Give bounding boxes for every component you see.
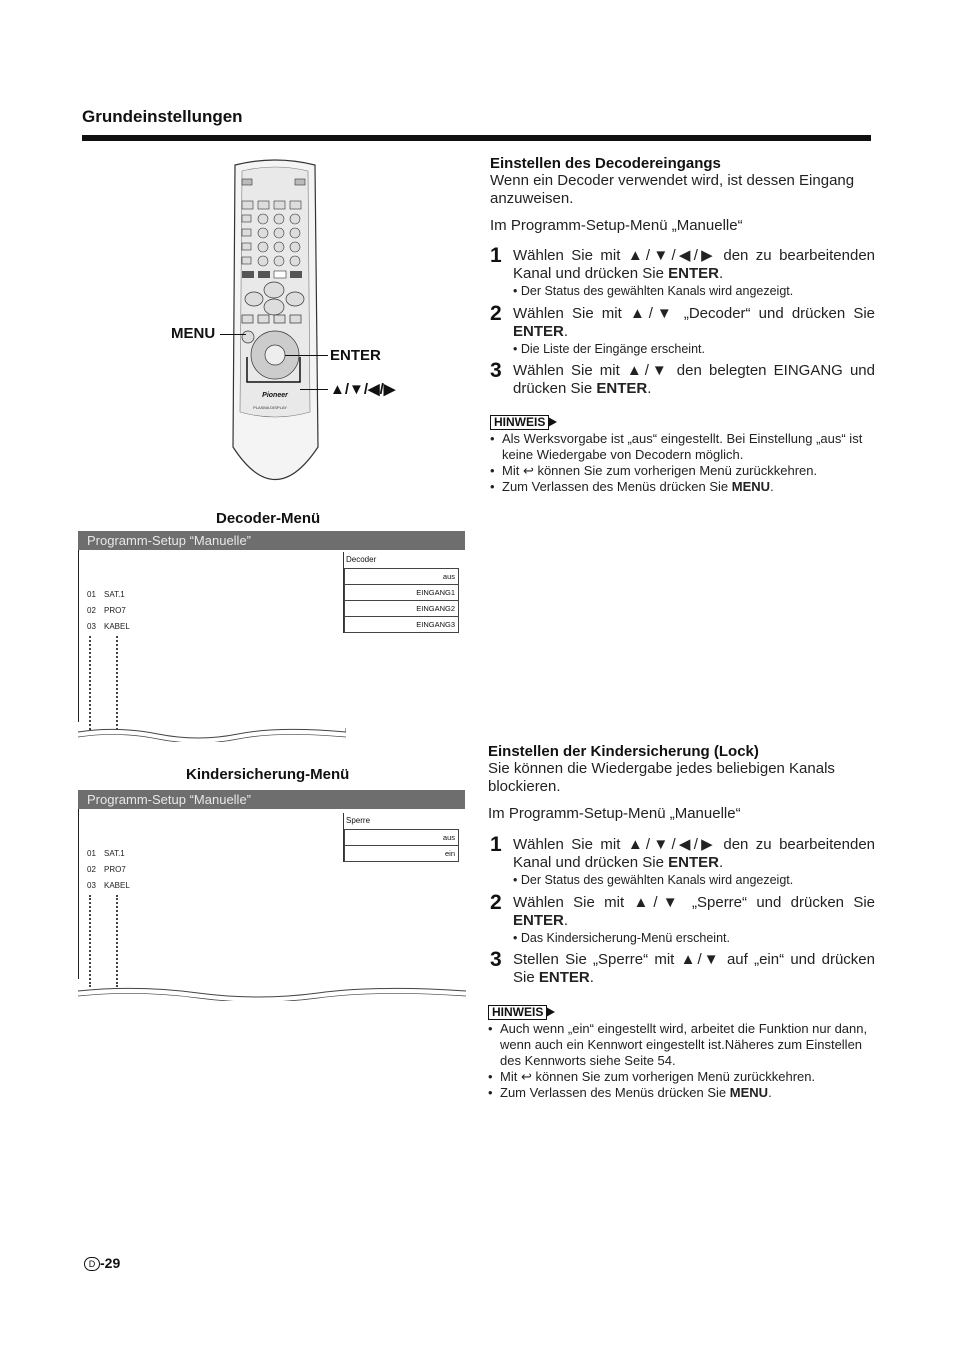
note-item: • Als Werksvorgabe ist „aus“ eingestellt. Bei Einstellung „aus“ ist keine Wiedergabe von Decodern möglich. (490, 431, 875, 463)
decoder-section-context: Im Programm-Setup-Menü „Manuelle“ (490, 217, 743, 234)
option-eingang2[interactable]: EINGANG2 (344, 601, 459, 617)
option-aus[interactable]: aus (344, 568, 459, 585)
lock-section-context: Im Programm-Setup-Menü „Manuelle“ (488, 805, 741, 822)
page-number-text: -29 (100, 1255, 121, 1271)
channel-number: 03 (87, 881, 96, 890)
hinweis-label: HINWEIS (488, 1005, 547, 1020)
step-text: Wählen Sie mit ▲/▼ den belegten EINGANG und drücken Sie (513, 362, 875, 397)
lock-options-panel (343, 813, 459, 862)
header-rule (82, 135, 871, 141)
remote-brand: Pioneer (262, 392, 288, 399)
remote-control-icon (230, 157, 320, 497)
channel-number: 03 (87, 622, 96, 631)
decoder-hinweis (490, 413, 875, 495)
torn-edge (78, 728, 346, 742)
note-item: • Zum Verlassen des Menüs drücken Sie MENU. (490, 479, 875, 495)
step-text-end: . (589, 969, 594, 986)
lock-panel-title: Sperre (346, 816, 371, 825)
lock-section-title: Einstellen der Kindersicherung (Lock) (488, 743, 759, 760)
channel-name: PRO7 (104, 606, 126, 615)
channel-name: KABEL (104, 881, 130, 890)
step-number: 1 (490, 244, 502, 267)
decoder-step-2 (490, 302, 875, 357)
decoder-menu-body (78, 550, 465, 722)
step-text: Wählen Sie mit ▲/▼/◀/▶ den zu bearbeitenden Kanal und drücken Sie (513, 247, 875, 282)
step-number: 3 (490, 948, 502, 971)
note-text: Zum Verlassen des Menüs drücken Sie (502, 479, 732, 494)
decoder-menu-screen (78, 531, 465, 722)
channel-row[interactable] (87, 849, 125, 858)
lock-menu-header: Programm-Setup “Manuelle” (78, 790, 465, 809)
decoder-section-title: Einstellen des Decodereingangs (490, 155, 721, 172)
note-item: • Zum Verlassen des Menüs drücken Sie MENU. (488, 1085, 873, 1101)
channel-row[interactable] (87, 865, 126, 874)
lock-hinweis (488, 1003, 873, 1101)
step-text-end: . (647, 380, 652, 397)
channel-name: KABEL (104, 622, 130, 631)
step-number: 2 (490, 302, 502, 325)
option-aus[interactable]: aus (344, 829, 459, 846)
step-key: ENTER (668, 265, 719, 282)
lock-menu-body (78, 809, 465, 979)
note-item: • Mit ↩ können Sie zum vorherigen Menü zurückkehren. (490, 463, 875, 479)
page-number (84, 1255, 120, 1271)
callout-enter-line (285, 355, 328, 356)
step-number: 3 (490, 359, 502, 382)
decoder-menu-caption: Decoder-Menü (216, 510, 321, 527)
callout-arrows-label: ▲/▼/◀/▶ (330, 381, 396, 398)
continuation-dots (116, 895, 118, 987)
option-eingang1[interactable]: EINGANG1 (344, 585, 459, 601)
page-section-title: Grundeinstellungen (82, 107, 243, 126)
continuation-dots (89, 636, 91, 730)
lock-step-2 (490, 891, 875, 946)
channel-name: PRO7 (104, 865, 126, 874)
channel-number: 02 (87, 865, 96, 874)
channel-number: 01 (87, 849, 96, 858)
callout-enter-label: ENTER (330, 347, 381, 364)
continuation-dots (116, 636, 118, 730)
step-number: 1 (490, 833, 502, 856)
step-key: ENTER (596, 380, 648, 397)
lock-menu-caption: Kindersicherung-Menü (186, 766, 350, 783)
channel-row[interactable] (87, 590, 125, 599)
note-menu-key: MENU (731, 479, 771, 494)
step-text-end: . (718, 854, 724, 871)
step-text: Wählen Sie mit ▲/▼ „Decoder“ und drücken Sie (513, 305, 875, 322)
step-text: Wählen Sie mit ▲/▼ „Sperre“ und drücken Sie (513, 894, 875, 911)
lock-step-1 (490, 833, 875, 888)
note-menu-key: MENU (729, 1085, 769, 1100)
lock-section (488, 743, 873, 823)
note-item: • Mit ↩ können Sie zum vorherigen Menü zurückkehren. (488, 1069, 873, 1085)
callout-arrows-line (300, 389, 328, 390)
channel-number: 01 (87, 590, 96, 599)
step-bullet: • Der Status des gewählten Kanals wird angezeigt. (513, 284, 794, 298)
language-d-icon: D (84, 1257, 100, 1271)
step-bullet: • Der Status des gewählten Kanals wird angezeigt. (513, 873, 794, 887)
channel-name: SAT.1 (104, 849, 125, 858)
step-text-end: . (563, 323, 569, 340)
callout-menu-label: MENU (171, 325, 216, 342)
step-key: ENTER (668, 854, 719, 871)
decoder-step-3 (490, 359, 875, 398)
step-text-end: . (718, 265, 724, 282)
channel-number: 02 (87, 606, 96, 615)
note-item: • Auch wenn „ein“ eingestellt wird, arbeitet die Funktion nur dann, wenn auch ein Kennwort eingestellt ist.Näheres zum Einstellen des Kennworts siehe Seite 54. (488, 1021, 873, 1069)
step-bullet: • Das Kindersicherung-Menü erscheint. (513, 931, 730, 945)
step-key: ENTER (513, 912, 564, 929)
decoder-panel-title: Decoder (346, 555, 377, 564)
decoder-menu-header: Programm-Setup “Manuelle” (78, 531, 465, 550)
callout-menu-line (220, 334, 246, 335)
step-number: 2 (490, 891, 502, 914)
step-text: Stellen Sie „Sperre“ mit ▲/▼ auf „ein“ und drücken Sie (513, 951, 875, 986)
channel-row[interactable] (87, 881, 130, 890)
lock-menu-screen (78, 790, 465, 979)
option-ein[interactable]: ein (344, 846, 459, 862)
step-key: ENTER (513, 323, 564, 340)
step-bullet: • Die Liste der Eingänge erscheint. (513, 342, 705, 356)
decoder-section-intro: Wenn ein Decoder verwendet wird, ist dessen Eingang anzuweisen. (490, 172, 855, 207)
hinweis-arrow-icon (546, 1007, 555, 1017)
hinweis-arrow-icon (548, 417, 557, 427)
channel-row[interactable] (87, 622, 130, 631)
lock-step-3 (490, 948, 875, 987)
note-text: Zum Verlassen des Menüs drücken Sie (500, 1085, 730, 1100)
continuation-dots (89, 895, 91, 987)
lock-section-intro: Sie können die Wiedergabe jedes beliebigen Kanals blockieren. (488, 760, 835, 795)
option-eingang3[interactable]: EINGANG3 (344, 617, 459, 633)
decoder-section (490, 155, 875, 235)
decoder-step-1 (490, 244, 875, 299)
channel-name: SAT.1 (104, 590, 125, 599)
remote-control-illustration (230, 157, 320, 497)
channel-row[interactable] (87, 606, 126, 615)
step-text: Wählen Sie mit ▲/▼/◀/▶ den zu bearbeitenden Kanal und drücken Sie (513, 836, 875, 871)
hinweis-label: HINWEIS (490, 415, 549, 430)
step-text-end: . (563, 912, 569, 929)
torn-edge (78, 987, 466, 1001)
decoder-options-panel (343, 552, 459, 633)
remote-model: PLASMA DISPLAY (253, 405, 287, 410)
step-key: ENTER (538, 969, 590, 986)
